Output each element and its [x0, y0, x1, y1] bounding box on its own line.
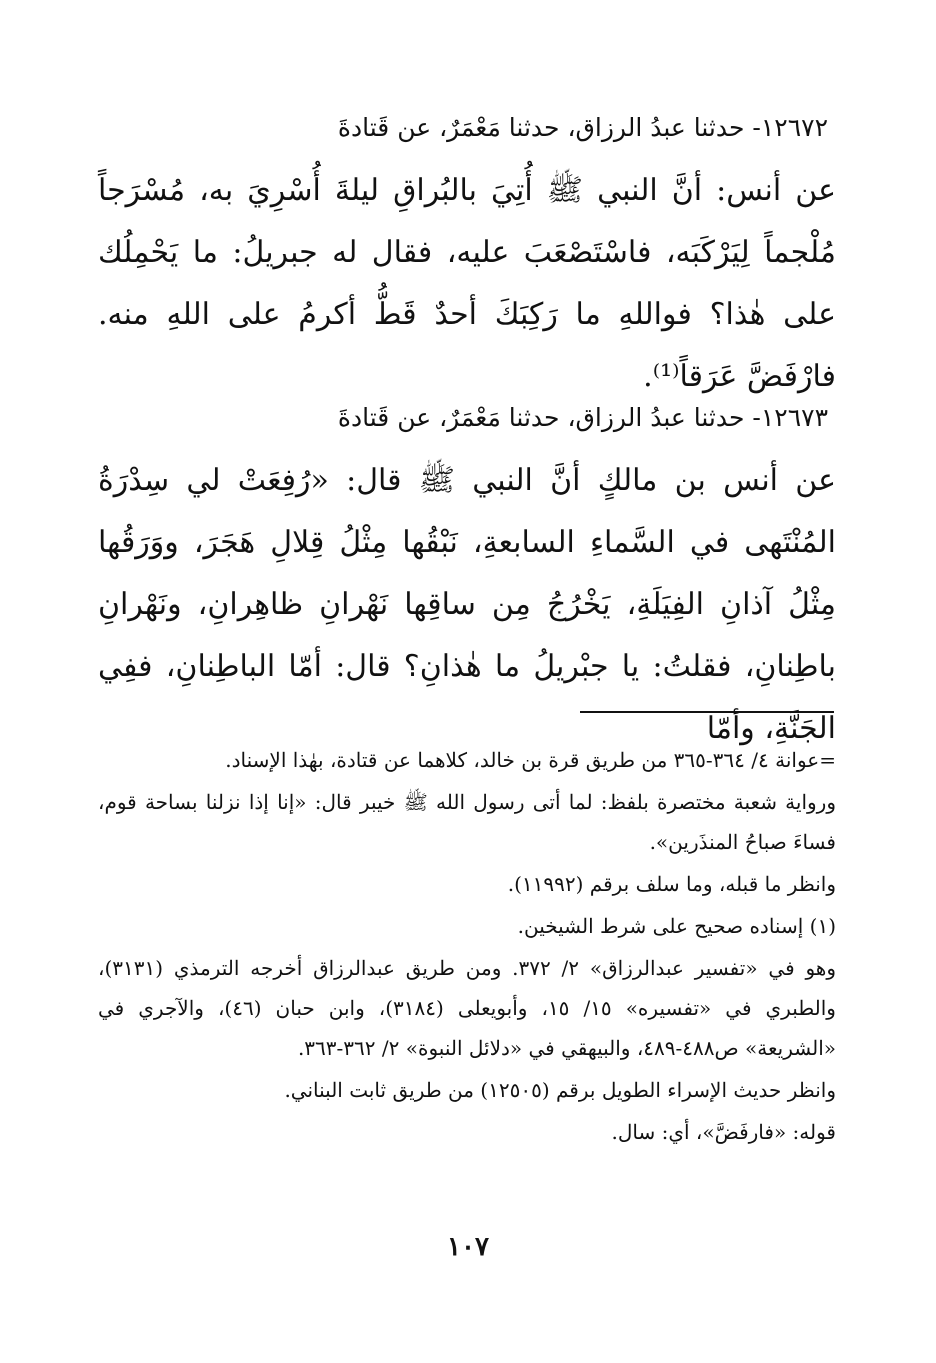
page-number: ١٠٧	[447, 1232, 489, 1262]
hadith-12673-body: عن أنس بن مالكٍ أنَّ النبي ﷺ قال: «رُفِعَتْ لي سِدْرَةُ المُنْتَهى في السَّماءِ السابعةِ، نَبْقُها مِثْلُ قِلالِ هَجَرَ، ووَرَقُها مِثْلُ آذانِ الفِيَلَةِ، يَخْرُجُ مِن ساقِها نَهْرانِ ظاهِرانِ، ونَهْرانِ باطِنانِ، فقلتُ: يا جبْريلُ ما هٰذانِ؟ قال: أمّا الباطِنانِ، ففِي الجَنَّةِ، وأمّا	[98, 463, 836, 746]
footnotes	[98, 740, 836, 1154]
footnote-separator	[580, 711, 834, 713]
footnote-1-sources: وهو في «تفسير عبدالرزاق» ٢/ ٣٧٢. ومن طريق عبدالرزاق أخرجه الترمذي (٣١٣١)، والطبري في «تفسيره» ١٥/ ١٥، وأبويعلى (٣١٨٤)، وابن حبان (٤٦)، والآجري في «الشريعة» ص٤٨٨-٤٨٩، والبيهقي في «دلائل النبوة» ٢/ ٣٦٢-٣٦٣.	[98, 956, 836, 1060]
footnote-1-isra-reference: وانظر حديث الإسراء الطويل برقم (١٢٥٠٥) من طريق ثابت البناني.	[284, 1078, 836, 1102]
footnote-shuba-narration: ورواية شعبة مختصرة بلفظ: لما أتى رسول الله ﷺ خيبر قال: «إنا إذا نزلنا بساحة قوم، فساءَ صباحُ المنذَرين».	[98, 790, 836, 854]
hadith-12672-body: عن أنس: أنَّ النبي ﷺ أُتِيَ بالبُراقِ ليلةَ أُسْرِيَ به، مُسْرَجاً مُلْجماً لِيَرْكَبَه، فاسْتَصْعَبَ عليه، فقال له جبريلُ: ما يَحْمِلُك على هٰذا؟ فواللهِ ما رَكِبَكَ أحدٌ قَطُّ أكرمُ على اللهِ منه. فارْفَضَّ عَرَقاً⁽¹⁾.	[98, 173, 836, 394]
hadith-12673-heading: ١٢٦٧٣- حدثنا عبدُ الرزاق، حدثنا مَعْمَرٌ، عن قَتادةَ	[337, 403, 828, 432]
hadith-12672-heading: ١٢٦٧٢- حدثنا عبدُ الرزاق، حدثنا مَعْمَرٌ، عن قَتادةَ	[337, 113, 828, 142]
footnote-cross-reference: وانظر ما قبله، وما سلف برقم (١١٩٩٢).	[507, 872, 836, 896]
footnote-1-grading: (١) إسناده صحيح على شرط الشيخين.	[517, 914, 836, 938]
footnote-1-gloss: قوله: «فارفَضَّ»، أي: سال.	[611, 1120, 836, 1144]
footnote-continuation: =عوانة ٤/ ٣٦٤-٣٦٥ من طريق قرة بن خالد، كلاهما عن قتادة، بهٰذا الإسناد.	[225, 748, 836, 772]
